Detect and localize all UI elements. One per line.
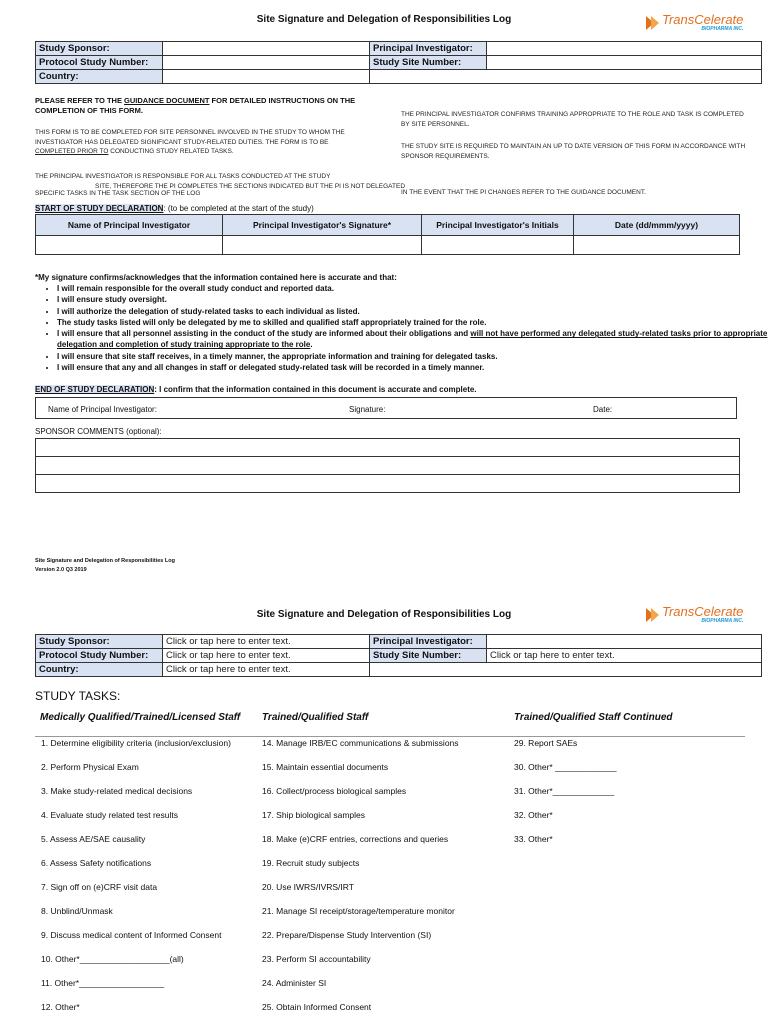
task-item: 31. Other*_____________ <box>514 786 615 796</box>
pi-commitments-list <box>35 283 768 373</box>
site-version-note: THE STUDY SITE IS REQUIRED TO MAINTAIN AN UP TO DATE VERSION OF THIS FORM IN ACCORDANCE WITH SPONSOR REQUIREMENTS. <box>401 143 746 160</box>
site-field[interactable] <box>487 56 762 70</box>
site-input[interactable]: Click or tap here to enter text. <box>487 649 762 663</box>
task-item: 16. Collect/process biological samples <box>262 786 407 796</box>
task-item: 32. Other* <box>514 810 553 820</box>
task-header-medical: Medically Qualified/Trained/Licensed Staff <box>40 712 241 723</box>
task-item: 20. Use IWRS/IVRS/IRT <box>262 882 354 892</box>
task-item: 7. Sign off on (e)CRF visit data <box>41 882 158 892</box>
task-item: 24. Administer SI <box>262 978 327 988</box>
chevron-logo-icon <box>646 608 660 622</box>
task-item: 3. Make study-related medical decisions <box>41 786 193 796</box>
pi-training-note: THE PRINCIPAL INVESTIGATOR CONFIRMS TRAINING APPROPRIATE TO THE ROLE AND TASK IS COMPLETED BY SITE PERSONNEL. <box>401 111 744 128</box>
task-item: 4. Evaluate study related test results <box>41 810 179 820</box>
protocol-field[interactable] <box>163 56 370 70</box>
task-header-trained: Trained/Qualified Staff <box>262 712 369 723</box>
sponsor-field[interactable] <box>163 42 370 56</box>
task-item: 14. Manage IRB/EC communications & submissions <box>262 738 459 748</box>
list-item: • I will authorize the delegation of study-related tasks to each individual as listed. <box>57 306 768 317</box>
study-info-table <box>35 41 762 84</box>
protocol-label: Protocol Study Number: <box>36 56 163 70</box>
pi-field[interactable] <box>487 42 762 56</box>
task-item: 19. Recruit study subjects <box>262 858 360 868</box>
pi-input[interactable] <box>487 635 762 649</box>
pi-signature-field[interactable] <box>223 236 422 255</box>
task-item: 21. Manage SI receipt/storage/temperature monitor <box>262 906 455 916</box>
list-item: • I will ensure that site staff receives, in a timely manner, the appropriate information and training for delegated tasks. <box>57 351 768 362</box>
task-item: 9. Discuss medical content of Informed Consent <box>41 930 222 940</box>
task-item: 1. Determine eligibility criteria (inclusion/exclusion) <box>41 738 231 748</box>
country-field[interactable] <box>163 70 370 84</box>
transcelerate-logo: TransCelerate BIOPHARMA INC. <box>646 14 743 32</box>
task-item: 6. Assess Safety notifications <box>41 858 152 868</box>
task-item: 2. Perform Physical Exam <box>41 762 139 772</box>
task-item: 23. Perform SI accountability <box>262 954 371 964</box>
task-item: 18. Make (e)CRF entries, corrections and queries <box>262 834 449 844</box>
task-item: 15. Maintain essential documents <box>262 762 389 772</box>
completion-note: THIS FORM IS TO BE COMPLETED FOR SITE PERSONNEL INVOLVED IN THE STUDY TO WHOM THE INVESTIGATOR HAS DELEGATED SIGNIFICANT STUDY-RELATED DUTIES. THE FORM IS TO BE COMPLETED PRIOR TO CONDUCTING STUDY RELATED TASKS. <box>35 129 345 155</box>
list-item: • I will ensure that all personnel assisting in the conduct of the study are informed about their obligations and will not have performed any delegated study-related tasks prior to appropriate delegation and completion of study training appropriate to the role. <box>57 328 768 351</box>
country-label: Country: <box>36 70 163 84</box>
pi-responsibility-note: THE PRINCIPAL INVESTIGATOR IS RESPONSIBLE FOR ALL TASKS CONDUCTED AT THE STUDY SITE, THEREFORE THE PI COMPLETES THE SECTIONS INDICATED BUT THE PI IS NOT DELEGATED SPECIFIC TASKS IN THE TASK SECTION OF THE LOG <box>35 173 406 197</box>
list-item: • I will remain responsible for the overall study conduct and reported data. <box>57 283 768 294</box>
task-item: 33. Other* <box>514 834 553 844</box>
study-tasks-title: STUDY TASKS: <box>35 689 121 703</box>
signature-note: *My signature confirms/acknowledges that the information contained here is accurate and that: <box>35 273 397 282</box>
pi-name-field[interactable] <box>36 236 223 255</box>
page-footer: Site Signature and Delegation of Responsibilities Log Version 2.0 Q3 2019 <box>35 558 175 573</box>
guidance-note: PLEASE REFER TO THE GUIDANCE DOCUMENT FOR DETAILED INSTRUCTIONS ON THE COMPLETION OF THIS FORM. <box>35 96 356 115</box>
sponsor-comments-box[interactable] <box>35 438 740 493</box>
sponsor-comments-label: SPONSOR COMMENTS (optional): <box>35 427 162 436</box>
list-item: • I will ensure that any and all changes in staff or delegated study-related task will be recorded in a timely manner. <box>57 362 768 373</box>
task-header-continued: Trained/Qualified Staff Continued <box>514 712 673 723</box>
transcelerate-logo-page2: TransCelerate BIOPHARMA INC. <box>646 606 743 624</box>
pi-label: Principal Investigator: <box>370 42 487 56</box>
list-item: • I will ensure study oversight. <box>57 294 768 305</box>
chevron-logo-icon <box>646 16 660 30</box>
sponsor-label: Study Sponsor: <box>36 42 163 56</box>
task-item: 5. Assess AE/SAE causality <box>41 834 146 844</box>
task-item: 8. Unblind/Unmask <box>41 906 113 916</box>
study-info-table-page2: Study Sponsor: Click or tap here to enter text. Principal Investigator: Protocol Study Number: Click or tap here to enter text. Study Site Number: Click or tap here to enter text. Country: Click or tap here to enter text. <box>35 634 762 677</box>
start-declaration-table: Name of Principal Investigator Principal Investigator's Signature* Principal Investigator's Initials Date (dd/mmm/yyyy) <box>35 214 740 255</box>
task-item: 10. Other*___________________(all) <box>41 954 184 964</box>
end-declaration-heading: END OF STUDY DECLARATION: I confirm that the information contained in this document is accurate and complete. <box>35 385 477 394</box>
list-item: • The study tasks listed will only be delegated by me to skilled and qualified staff appropriately trained for the role. <box>57 317 768 328</box>
site-label: Study Site Number: <box>370 56 487 70</box>
sponsor-input[interactable]: Click or tap here to enter text. <box>163 635 370 649</box>
start-declaration-heading: START OF STUDY DECLARATION: (to be completed at the start of the study) <box>35 204 314 213</box>
task-item: 17. Ship biological samples <box>262 810 366 820</box>
guidance-document-link[interactable]: GUIDANCE DOCUMENT <box>124 96 210 105</box>
doc-title: Site Signature and Delegation of Responsibilities Log <box>256 14 512 25</box>
protocol-input[interactable]: Click or tap here to enter text. <box>163 649 370 663</box>
task-item: 12. Other* <box>41 1002 80 1012</box>
task-item: 11. Other*__________________ <box>41 978 165 988</box>
pi-initials-field[interactable] <box>422 236 574 255</box>
task-item: 29. Report SAEs <box>514 738 578 748</box>
pi-change-note: IN THE EVENT THAT THE PI CHANGES REFER TO THE GUIDANCE DOCUMENT. <box>401 189 646 196</box>
task-item: 22. Prepare/Dispense Study Intervention (SI) <box>262 930 432 940</box>
task-divider <box>35 736 745 737</box>
country-input[interactable]: Click or tap here to enter text. <box>163 663 370 677</box>
end-declaration-box: Name of Principal Investigator: Signature: Date: <box>35 397 737 419</box>
task-item: 30. Other* _____________ <box>514 762 617 772</box>
task-item: 25. Obtain Informed Consent <box>262 1002 372 1012</box>
doc-title-page2: Site Signature and Delegation of Responsibilities Log <box>256 609 512 620</box>
pi-date-field[interactable] <box>574 236 740 255</box>
